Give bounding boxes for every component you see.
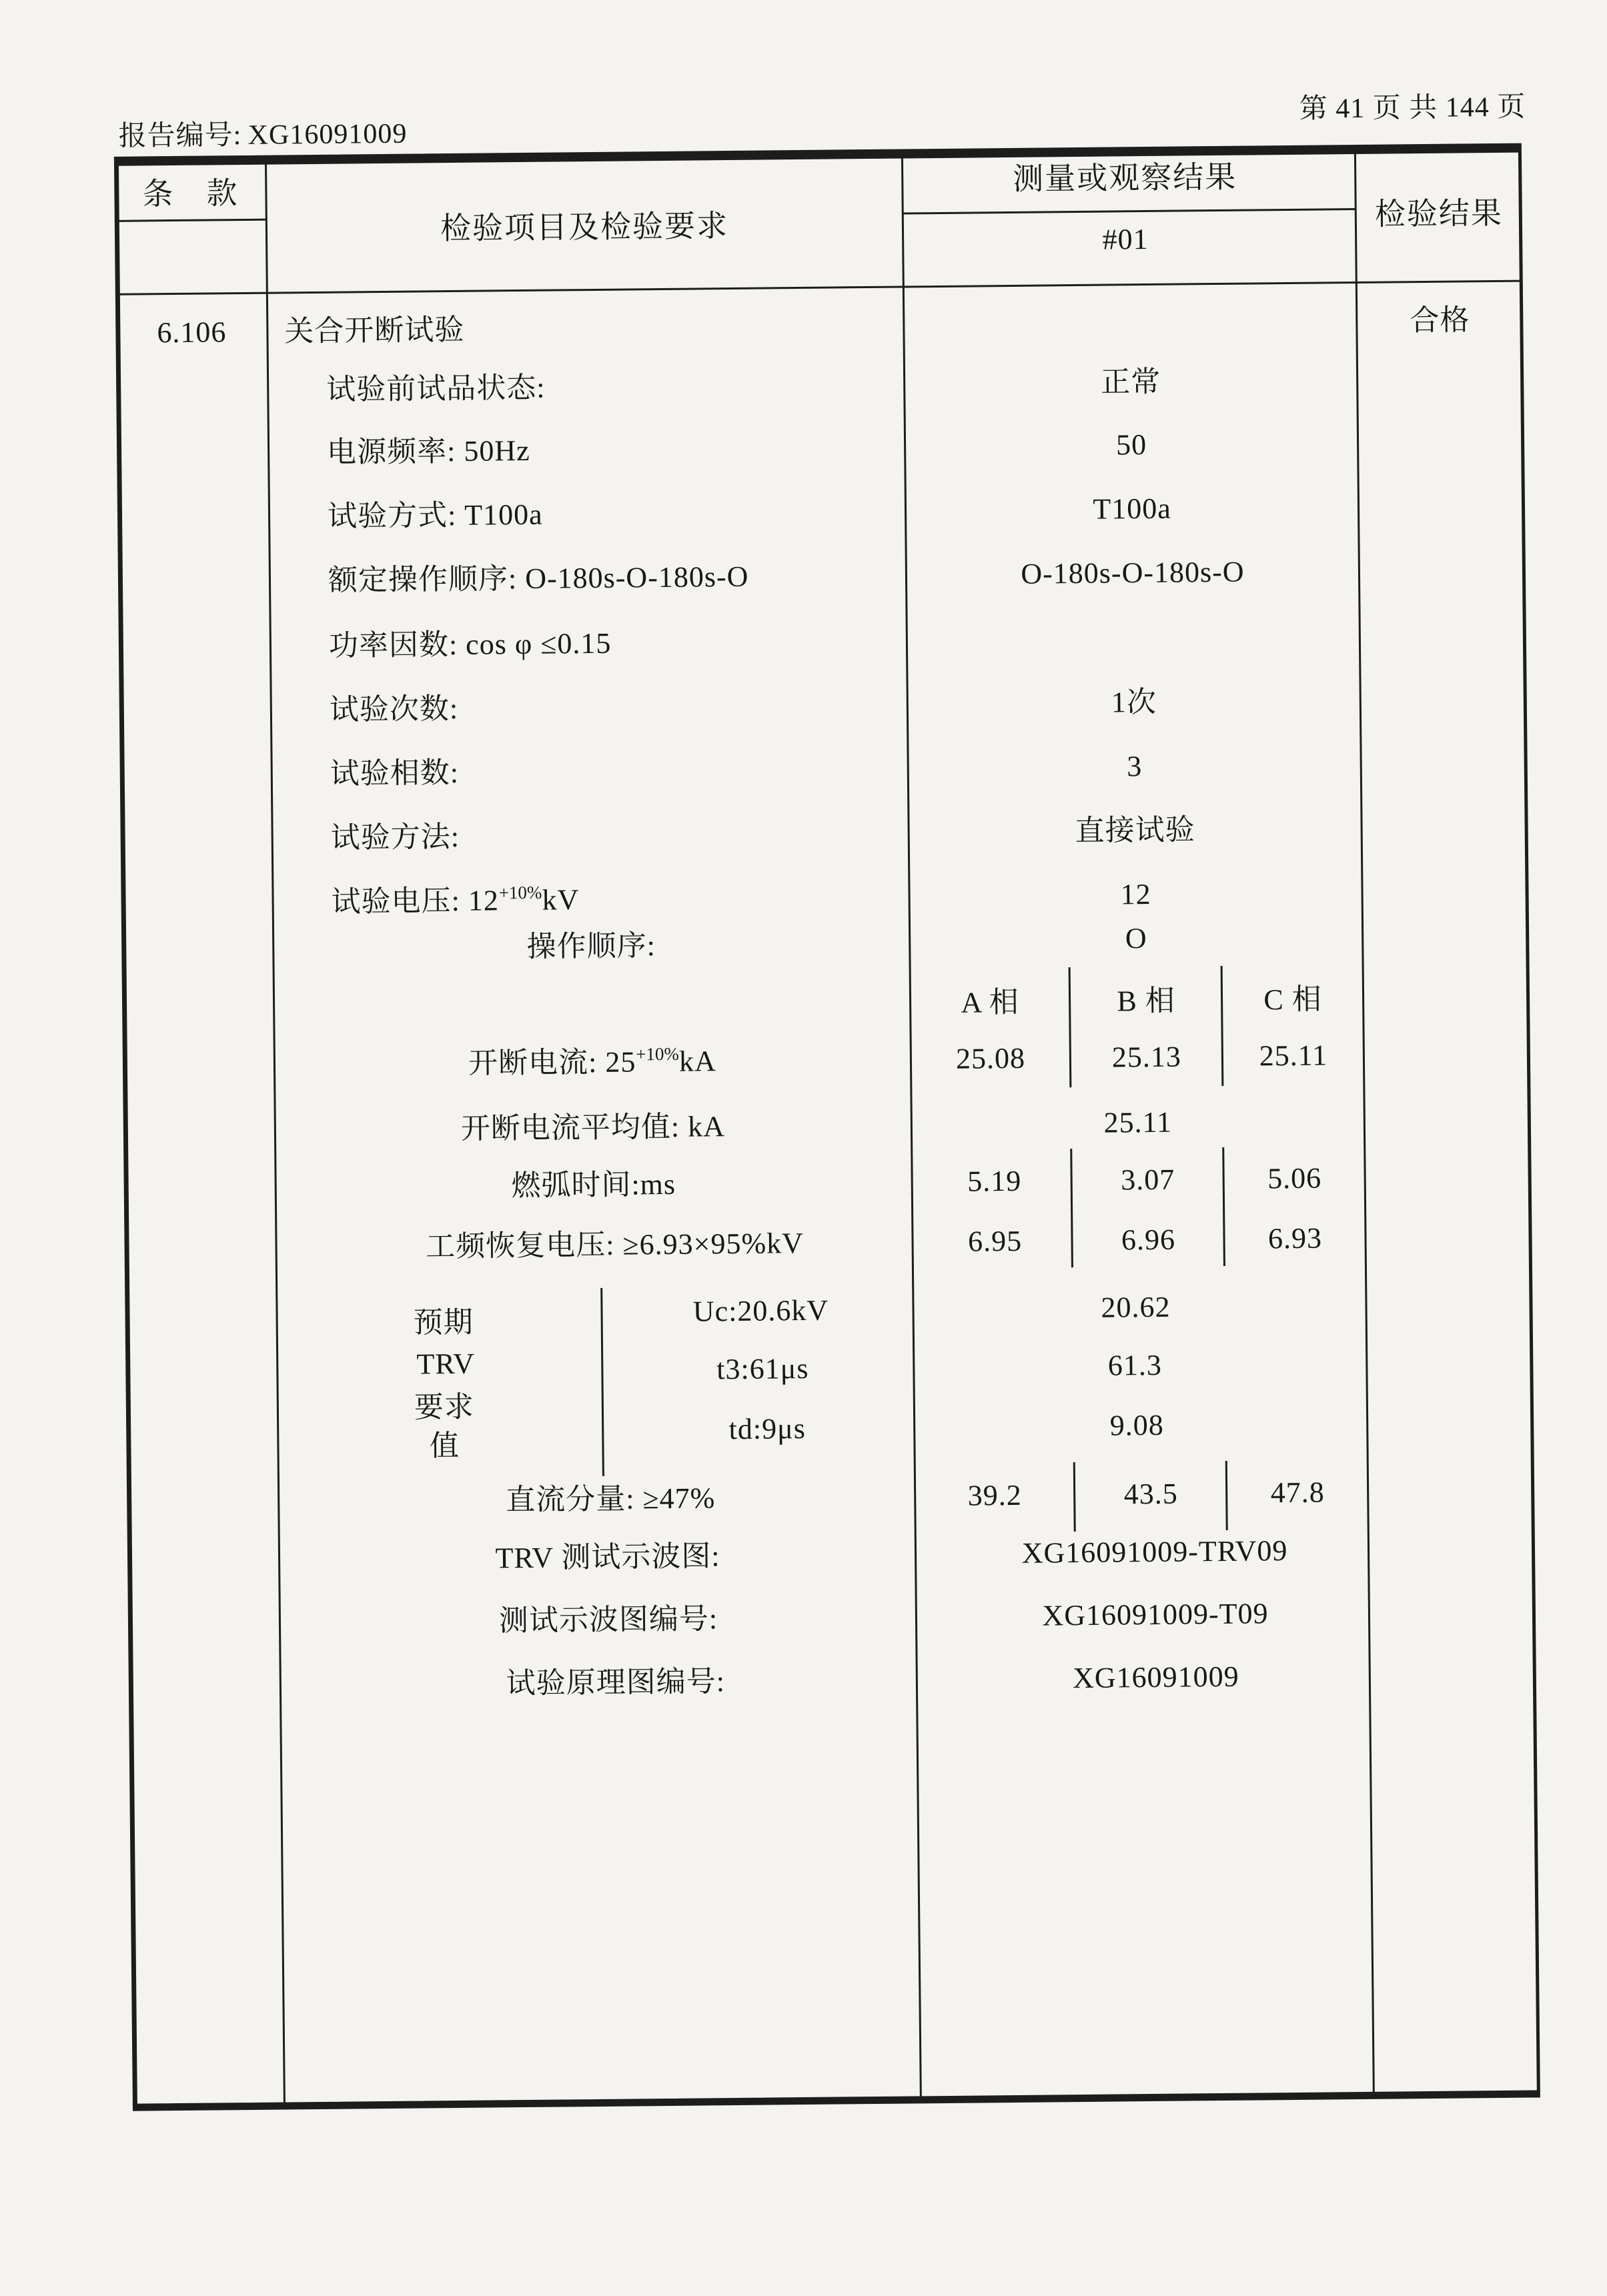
voltage-row-label: [331, 879, 579, 923]
breaking-value-c: 25.11: [1259, 1039, 1328, 1073]
recovery-value-a: 6.95: [967, 1224, 1023, 1258]
trv-result-td: 9.08: [1109, 1408, 1164, 1442]
trv-result-t3: 61.3: [1107, 1348, 1163, 1382]
row-result: 1次: [1111, 685, 1157, 719]
trv-req-td: td:9μs: [728, 1411, 807, 1446]
dc-value-b: 43.5: [1123, 1477, 1178, 1511]
row-result: 3: [1126, 750, 1143, 783]
row-label: 试验相数:: [330, 756, 460, 790]
doc-row-label: 试验原理图编号:: [506, 1665, 726, 1700]
breaking-label-base: 开断电流: 25: [468, 1045, 636, 1080]
row-label: 额定操作顺序: O-180s-O-180s-O: [328, 560, 749, 597]
doc-row-result: XG16091009-T09: [1042, 1597, 1269, 1632]
row-result: 正常: [1100, 365, 1161, 399]
dc-value-c: 47.8: [1270, 1476, 1325, 1510]
breaking-row-label: [468, 1041, 716, 1085]
recovery-row-label: 工频恢复电压: ≥6.93×95%kV: [426, 1227, 805, 1263]
breaking-label-unit: kA: [678, 1045, 717, 1078]
row-label: 试验次数:: [329, 692, 459, 726]
phase-header-a: A 相: [961, 985, 1020, 1019]
page-indicator: 第 41 页 共 144 页: [1299, 91, 1526, 125]
col-header-item: 检验项目及检验要求: [440, 209, 729, 246]
row-label: 试验前试品状态:: [326, 371, 546, 406]
average-row-result: 25.11: [1103, 1105, 1173, 1139]
test-title: 关合开断试验: [284, 313, 465, 348]
breaking-value-b: 25.13: [1111, 1040, 1182, 1074]
row-label: 功率因数: cos φ ≤0.15: [328, 626, 612, 662]
average-row-label: 开断电流平均值: kA: [460, 1110, 726, 1145]
voltage-label-base: 试验电压: 12: [331, 884, 500, 919]
trv-label-line: 要求: [414, 1390, 475, 1424]
arcing-value-b: 3.07: [1120, 1163, 1175, 1197]
recovery-value-c: 6.93: [1267, 1221, 1323, 1255]
doc-row-result: XG16091009-TRV09: [1021, 1534, 1288, 1570]
trv-result-uc: 20.62: [1101, 1290, 1171, 1324]
trv-label-line: 预期: [413, 1305, 474, 1339]
arcing-value-a: 5.19: [967, 1164, 1022, 1198]
verdict-value: 合格: [1410, 304, 1470, 338]
clause-number: 6.106: [157, 316, 227, 350]
col-header-result-group: 测量或观察结果: [1013, 159, 1237, 196]
row-result: 50: [1115, 428, 1147, 462]
voltage-row-result: 12: [1120, 877, 1151, 911]
trv-req-uc: Uc:20.6kV: [692, 1293, 829, 1328]
row-result: 直接试验: [1075, 813, 1195, 848]
col-header-verdict: 检验结果: [1374, 195, 1504, 231]
col-header-specimen: #01: [1102, 222, 1149, 256]
sequence-row-label: 操作顺序:: [526, 929, 656, 963]
arcing-row-label: 燃弧时间:ms: [511, 1167, 676, 1203]
recovery-value-b: 6.96: [1121, 1223, 1176, 1257]
doc-row-label: 测试示波图编号:: [498, 1602, 718, 1638]
breaking-label-sup: +10%: [636, 1043, 680, 1065]
doc-row-result: XG16091009: [1072, 1660, 1239, 1695]
col-header-clause: 条 款: [142, 176, 239, 211]
row-label: 电源频率: 50Hz: [326, 434, 530, 469]
row-label: 试验方法:: [330, 820, 460, 854]
row-label: 试验方式: T100a: [327, 498, 543, 533]
arcing-value-c: 5.06: [1267, 1161, 1322, 1195]
dc-row-label: 直流分量: ≥47%: [505, 1482, 716, 1517]
breaking-value-a: 25.08: [955, 1041, 1026, 1075]
phase-header-b: B 相: [1117, 984, 1176, 1018]
doc-row-label: TRV 测试示波图:: [495, 1540, 720, 1575]
report-number-value: XG16091009: [247, 118, 408, 151]
voltage-label-unit: kV: [542, 883, 580, 917]
voltage-label-sup: +10%: [498, 882, 542, 903]
report-number-line: [118, 113, 407, 157]
row-result: O-180s-O-180s-O: [1021, 555, 1245, 590]
trv-req-t3: t3:61μs: [716, 1351, 809, 1386]
dc-value-a: 39.2: [967, 1478, 1022, 1512]
trv-label-line: TRV: [416, 1347, 476, 1381]
report-number-label: 报告编号:: [118, 120, 242, 152]
trv-label-line: 值: [429, 1429, 460, 1463]
row-result: T100a: [1093, 492, 1171, 526]
phase-header-c: C 相: [1263, 983, 1323, 1017]
sequence-row-result: O: [1125, 922, 1147, 955]
